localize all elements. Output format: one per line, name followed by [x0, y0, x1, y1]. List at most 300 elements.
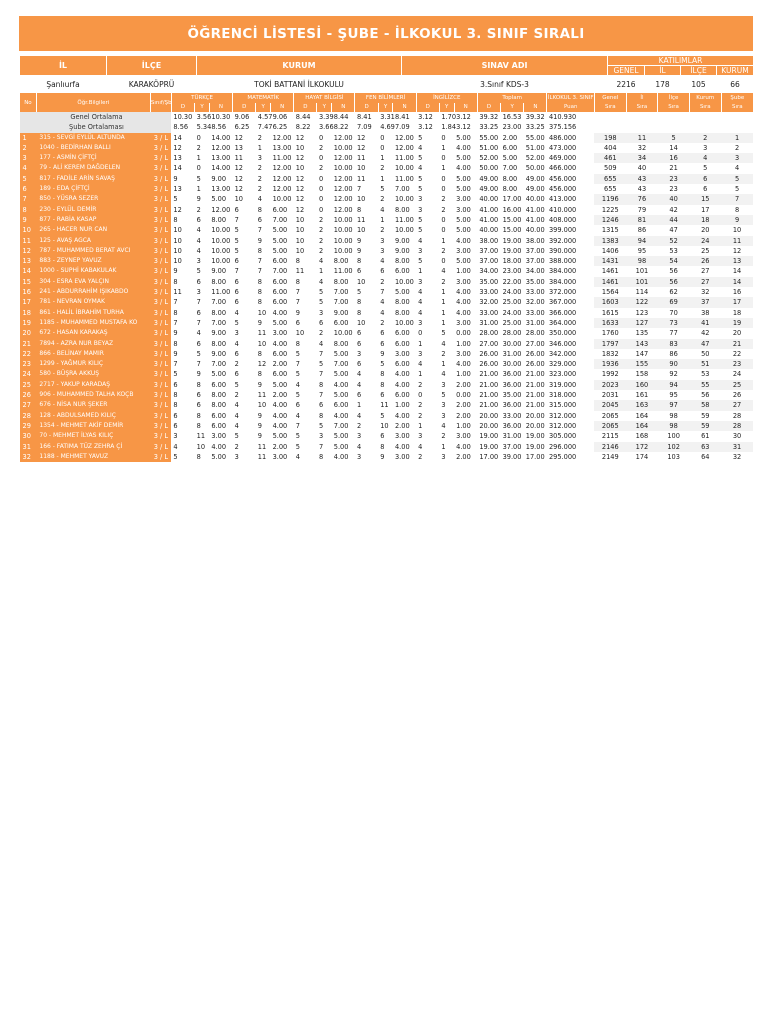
rank-cell: 47: [658, 225, 690, 235]
puan-cell: 367.000: [548, 298, 577, 307]
score-cell: 9: [196, 195, 201, 204]
score-cell: 8.00: [394, 257, 410, 266]
col-sira: Sıra: [658, 103, 690, 112]
student-class: 3 / L: [150, 431, 171, 441]
score-cell: 10: [234, 195, 243, 204]
score-cell: 2: [257, 164, 262, 173]
score-cell: 41.00: [479, 205, 499, 214]
score-cell: 5.00: [502, 154, 518, 163]
rank-cell: 1431: [594, 256, 626, 266]
score-cell: 6: [295, 318, 300, 327]
table-row: [20, 349, 754, 359]
rank-cell: 5: [721, 174, 753, 184]
score-cell: 7.00: [333, 360, 349, 369]
rank-cell: 70: [658, 308, 690, 318]
ilce-header: İLÇE: [107, 56, 197, 76]
score-cell: 8.00: [394, 205, 410, 214]
score-cell: 5.00: [272, 236, 288, 245]
score-cell: 5: [318, 360, 324, 369]
score-cell: 10.00: [394, 318, 414, 327]
score-cell: 8: [295, 277, 300, 286]
table-row: [20, 163, 754, 173]
katilim-col-il: İL: [645, 66, 681, 76]
score-cell: 41.00: [525, 215, 545, 224]
average-cell: 8.41: [356, 113, 372, 121]
puan-cell: 469.000: [548, 154, 577, 163]
rank-cell: 58: [689, 400, 721, 410]
puan-cell: 319.000: [548, 380, 577, 389]
score-cell: 7.00: [272, 215, 288, 224]
student-class: 3 / L: [150, 163, 171, 173]
score-cell: 37.00: [479, 257, 499, 266]
student-name: 672 - HASAN KARAKAŞ: [36, 328, 150, 338]
score-cell: 3: [234, 452, 239, 461]
score-cell: 8: [257, 205, 262, 214]
puan-cell: 329.000: [548, 360, 577, 369]
rank-cell: 509: [594, 163, 626, 173]
score-cell: 20.00: [479, 411, 499, 420]
row-number: 29: [20, 421, 37, 431]
row-number: 27: [20, 400, 37, 410]
score-cell: 4: [196, 236, 201, 245]
average-cell: 7.09: [356, 123, 372, 132]
score-cell: 3.00: [456, 205, 471, 214]
score-cell: 19.00: [479, 442, 499, 451]
score-cell: 3.00: [456, 246, 471, 255]
col-rank-kurum: Kurum: [689, 93, 721, 103]
score-cell: 5: [318, 298, 324, 307]
rank-cell: 1461: [594, 277, 626, 287]
score-cell: 1.00: [456, 370, 471, 379]
score-cell: 8: [196, 411, 201, 420]
score-cell: 2.00: [394, 421, 410, 430]
katilim-col-ilce: İLÇE: [681, 66, 717, 76]
average-cell: 4.57: [257, 113, 273, 121]
page-title: ÖĞRENCİ LİSTESİ - ŞUBE - İLKOKUL 3. SINIF SIRALI: [19, 16, 753, 51]
score-cell: 2: [234, 360, 239, 369]
score-cell: 1.00: [456, 421, 471, 430]
average-cell: 3.12: [418, 123, 433, 132]
row-number: 3: [20, 153, 37, 163]
score-cell: 6.00: [211, 411, 227, 420]
score-cell: 4: [318, 277, 324, 286]
score-cell: 4: [234, 339, 239, 348]
score-cell: 2: [418, 380, 423, 389]
puan-cell: 413.000: [548, 195, 577, 204]
rank-cell: 64: [689, 452, 721, 462]
table-row: [20, 205, 754, 215]
score-cell: 10: [295, 236, 305, 245]
score-cell: 3: [418, 246, 423, 255]
score-cell: 11: [257, 452, 267, 461]
score-cell: 5: [196, 349, 201, 358]
table-row: [20, 442, 754, 452]
score-cell: 6: [380, 329, 385, 338]
rank-cell: 41: [689, 318, 721, 328]
score-cell: 9.00: [211, 329, 227, 338]
score-cell: 0: [318, 174, 324, 183]
score-cell: 7: [295, 421, 300, 430]
score-cell: 12: [295, 174, 305, 183]
katilim-col-genel: GENEL: [608, 66, 645, 76]
score-cell: 13.00: [272, 143, 292, 152]
average-cell: 7.47: [257, 123, 273, 132]
score-cell: 6.00: [394, 267, 410, 276]
col-rank-genel: Genel: [594, 93, 626, 103]
score-cell: 4.00: [456, 288, 471, 297]
table-row: [20, 318, 754, 328]
score-cell: 6.00: [502, 143, 518, 152]
subcol-y: Y: [195, 103, 210, 112]
score-cell: 41.00: [479, 215, 499, 224]
rank-cell: 98: [658, 421, 690, 431]
rank-cell: 28: [721, 411, 753, 421]
score-cell: 2: [380, 226, 385, 235]
score-cell: 19.00: [502, 236, 522, 245]
score-cell: 2: [257, 174, 262, 183]
score-cell: 9: [295, 308, 300, 317]
score-cell: 9.00: [211, 267, 227, 276]
puan-cell: 312.000: [548, 421, 577, 430]
score-cell: 6: [234, 370, 239, 379]
score-cell: 10.00: [394, 195, 414, 204]
score-cell: 2.00: [456, 411, 471, 420]
average-cell: [689, 112, 721, 122]
score-cell: 6: [356, 391, 362, 400]
row-number: 8: [20, 205, 37, 215]
row-number: 13: [20, 256, 37, 266]
score-cell: 11: [356, 215, 366, 224]
score-cell: 3.00: [394, 432, 410, 441]
student-name: 166 - FATIMA TÜZ ZEHRA Çİ: [36, 442, 150, 452]
rank-cell: 4: [689, 153, 721, 163]
score-cell: 3.00: [272, 329, 288, 338]
score-cell: 6: [196, 308, 201, 317]
score-cell: 2: [196, 205, 201, 214]
score-cell: 33.00: [479, 308, 499, 317]
score-cell: 11: [173, 288, 182, 297]
rank-cell: 17: [689, 205, 721, 215]
score-cell: 4: [380, 257, 385, 266]
rank-cell: 2115: [594, 431, 626, 441]
score-cell: 10.00: [333, 329, 353, 338]
score-cell: 10: [356, 164, 366, 173]
score-cell: 8.00: [502, 174, 518, 183]
score-cell: 4.00: [211, 442, 227, 451]
rank-cell: 164: [626, 411, 658, 421]
row-number: 25: [20, 380, 37, 390]
score-cell: 41.00: [525, 205, 545, 214]
rank-cell: 20: [721, 328, 753, 338]
score-cell: 28.00: [525, 329, 545, 338]
score-cell: 6: [173, 421, 178, 430]
rank-cell: 50: [689, 349, 721, 359]
average-cell: 8.22: [333, 123, 349, 132]
score-cell: 12: [356, 143, 366, 152]
row-number: 9: [20, 215, 37, 225]
score-cell: 6.00: [211, 380, 227, 389]
student-name: 1040 - BEDİRHAN BALLI: [36, 143, 150, 153]
row-number: 5: [20, 174, 37, 184]
score-cell: 3.00: [456, 195, 471, 204]
col-no: No: [20, 93, 37, 112]
puan-cell: 392.000: [548, 236, 577, 245]
score-cell: 5: [380, 360, 385, 369]
average-cell: 410.930: [548, 113, 577, 121]
table-row: [20, 328, 754, 338]
score-cell: 22.00: [502, 277, 522, 286]
rank-cell: 40: [626, 163, 658, 173]
score-cell: 50.00: [525, 164, 545, 173]
score-cell: 6.00: [211, 421, 227, 430]
score-cell: 0: [418, 329, 423, 338]
score-cell: 2: [318, 329, 324, 338]
rank-cell: 37: [689, 297, 721, 307]
score-cell: 2: [318, 164, 324, 173]
score-cell: 10.00: [333, 236, 353, 245]
rank-cell: 163: [626, 400, 658, 410]
rank-cell: 94: [658, 380, 690, 390]
score-cell: 1: [441, 298, 446, 307]
student-name: 230 - EYLÜL DEMİR: [36, 205, 150, 215]
row-number: 32: [20, 452, 37, 462]
rank-cell: 32: [626, 143, 658, 153]
score-cell: 5.00: [211, 195, 227, 204]
rank-cell: 90: [658, 359, 690, 369]
row-number: 6: [20, 184, 37, 194]
score-cell: 12: [234, 133, 243, 142]
rank-cell: 6: [689, 184, 721, 194]
score-cell: 5: [318, 421, 324, 430]
score-cell: 7: [257, 267, 262, 276]
score-cell: 33.00: [502, 411, 522, 420]
score-cell: 6: [173, 411, 178, 420]
average-cell: [658, 122, 690, 132]
rank-cell: 2146: [594, 442, 626, 452]
score-cell: 7.00: [333, 288, 349, 297]
score-cell: 4: [380, 205, 385, 214]
score-cell: 5: [173, 370, 178, 379]
score-cell: 7.00: [211, 318, 227, 327]
score-cell: 7.00: [272, 267, 288, 276]
rank-cell: 44: [658, 215, 690, 225]
score-cell: 5: [234, 432, 239, 441]
score-cell: 2: [318, 236, 324, 245]
student-class: 3 / L: [150, 339, 171, 349]
rank-cell: 168: [626, 431, 658, 441]
score-cell: 8.00: [394, 298, 410, 307]
score-cell: 21.00: [525, 380, 545, 389]
score-cell: 6: [173, 380, 178, 389]
score-cell: 16.00: [502, 205, 522, 214]
score-cell: 25.00: [502, 318, 522, 327]
rank-cell: 53: [689, 369, 721, 379]
score-cell: 9: [257, 411, 262, 420]
score-cell: 5.00: [333, 432, 349, 441]
rank-cell: 5: [658, 133, 690, 143]
row-number: 1: [20, 133, 37, 143]
score-cell: 10: [295, 329, 305, 338]
student-class: 3 / L: [150, 194, 171, 204]
score-cell: 8: [173, 391, 178, 400]
rank-cell: 83: [658, 339, 690, 349]
student-class: 3 / L: [150, 236, 171, 246]
student-name: 781 - NEVRAN OYMAK: [36, 297, 150, 307]
score-cell: 0: [318, 154, 324, 163]
score-cell: 5.00: [272, 226, 288, 235]
rank-cell: 13: [721, 256, 753, 266]
score-cell: 4: [234, 421, 239, 430]
rank-cell: 62: [658, 287, 690, 297]
rank-cell: 1615: [594, 308, 626, 318]
score-cell: 5: [318, 288, 324, 297]
katilim-header: KATILIMLAR: [608, 56, 754, 66]
table-row: [20, 308, 754, 318]
rank-cell: 5: [721, 184, 753, 194]
student-name: 787 - MUHAMMED BERAT AVCI: [36, 246, 150, 256]
student-class: 3 / L: [150, 287, 171, 297]
score-cell: 3: [196, 288, 201, 297]
katilim-ilce-value: 105: [691, 79, 706, 89]
score-cell: 26.00: [479, 360, 499, 369]
score-cell: 8.00: [211, 339, 227, 348]
rank-cell: 23: [658, 174, 690, 184]
rank-cell: 1: [721, 133, 753, 143]
score-cell: 4: [234, 308, 239, 317]
student-name: 241 - ABDURRAHİM IŞIKABDO: [36, 287, 150, 297]
table-row: [20, 380, 754, 390]
score-cell: 12: [234, 164, 243, 173]
table-row: [20, 153, 754, 163]
score-cell: 36.00: [502, 421, 522, 430]
rank-cell: 122: [626, 297, 658, 307]
score-cell: 8: [257, 370, 262, 379]
score-cell: 5: [234, 380, 239, 389]
score-cell: 19.00: [502, 246, 522, 255]
subject-toplam: Toplam: [477, 93, 547, 103]
score-cell: 39.00: [502, 452, 522, 461]
score-cell: 0: [441, 185, 446, 194]
score-cell: 4: [356, 411, 362, 420]
score-cell: 10.00: [211, 236, 231, 245]
rank-cell: 26: [721, 390, 753, 400]
score-cell: 11: [257, 442, 267, 451]
rank-cell: 5: [689, 163, 721, 173]
score-cell: 5.00: [333, 391, 349, 400]
score-cell: 3.00: [456, 432, 471, 441]
table-row: [20, 359, 754, 369]
score-cell: 6.00: [394, 360, 410, 369]
score-cell: 8: [196, 452, 201, 461]
score-cell: 5: [441, 329, 446, 338]
score-cell: 23.00: [502, 267, 522, 276]
score-cell: 3: [441, 452, 446, 461]
score-cell: 2: [380, 164, 385, 173]
student-name: 861 - HALİL İBRAHİM TURHA: [36, 308, 150, 318]
score-cell: 6.00: [272, 298, 288, 307]
score-cell: 7: [257, 257, 262, 266]
score-cell: 2: [418, 401, 423, 410]
score-cell: 5: [295, 432, 300, 441]
score-cell: 5.00: [456, 257, 471, 266]
score-cell: 4: [380, 298, 385, 307]
score-cell: 6.00: [333, 401, 349, 410]
score-cell: 2: [441, 432, 446, 441]
score-cell: 0: [441, 226, 446, 235]
table-row: [20, 246, 754, 256]
score-cell: 4.00: [333, 452, 349, 461]
score-cell: 19.00: [525, 442, 545, 451]
score-cell: 11: [380, 401, 389, 410]
score-cell: 4: [441, 339, 446, 348]
score-cell: 27.00: [479, 339, 499, 348]
rank-cell: 161: [626, 390, 658, 400]
score-cell: 10.00: [333, 226, 353, 235]
score-cell: 6: [196, 391, 201, 400]
rank-cell: 59: [689, 411, 721, 421]
score-cell: 13.00: [211, 185, 231, 194]
rank-cell: 198: [594, 133, 626, 143]
row-number: 11: [20, 236, 37, 246]
score-cell: 2.00: [456, 380, 471, 389]
score-cell: 21.00: [479, 401, 499, 410]
score-cell: 6: [234, 349, 239, 358]
student-name: 1185 - MUHAMMED MUSTAFA KO: [36, 318, 150, 328]
score-cell: 32.00: [525, 298, 545, 307]
score-cell: 10: [295, 246, 305, 255]
table-row: [20, 400, 754, 410]
score-cell: 11: [257, 391, 267, 400]
average-cell: 39.32: [525, 113, 545, 121]
score-cell: 5: [418, 174, 423, 183]
score-cell: 35.00: [525, 277, 545, 286]
table-row: [20, 287, 754, 297]
katilim-il-value: 178: [655, 79, 670, 89]
score-cell: 5: [418, 185, 423, 194]
rank-cell: 28: [721, 421, 753, 431]
rank-cell: 2065: [594, 421, 626, 431]
score-cell: 12.00: [272, 185, 292, 194]
score-cell: 55.00: [479, 133, 499, 142]
score-cell: 4: [418, 360, 423, 369]
score-cell: 2: [196, 143, 201, 152]
row-number: 16: [20, 287, 37, 297]
score-cell: 10.00: [333, 215, 353, 224]
row-number: 2: [20, 143, 37, 153]
score-cell: 8.00: [333, 257, 349, 266]
score-cell: 5.00: [272, 318, 288, 327]
subject-hayat-bilgisi: HAYAT BİLGİSİ: [294, 93, 355, 103]
score-cell: 6: [196, 215, 201, 224]
score-cell: 12: [295, 154, 305, 163]
rank-cell: 23: [658, 184, 690, 194]
rank-cell: 174: [626, 452, 658, 462]
student-name: 315 - SEVGİ EYLÜL ALTUNDA: [36, 133, 150, 143]
score-cell: 4.00: [272, 411, 288, 420]
score-cell: 37.00: [502, 442, 522, 451]
rank-cell: 95: [658, 390, 690, 400]
score-cell: 4.00: [272, 339, 288, 348]
score-cell: 10: [173, 246, 182, 255]
score-cell: 6.00: [394, 391, 410, 400]
score-cell: 25.00: [502, 298, 522, 307]
score-cell: 5.00: [456, 174, 471, 183]
table-row: [20, 256, 754, 266]
table-row: [20, 297, 754, 307]
student-name: 817 - FADİLE ARİN SAVAŞ: [36, 174, 150, 184]
score-cell: 3.00: [272, 452, 288, 461]
score-cell: 8: [318, 452, 324, 461]
